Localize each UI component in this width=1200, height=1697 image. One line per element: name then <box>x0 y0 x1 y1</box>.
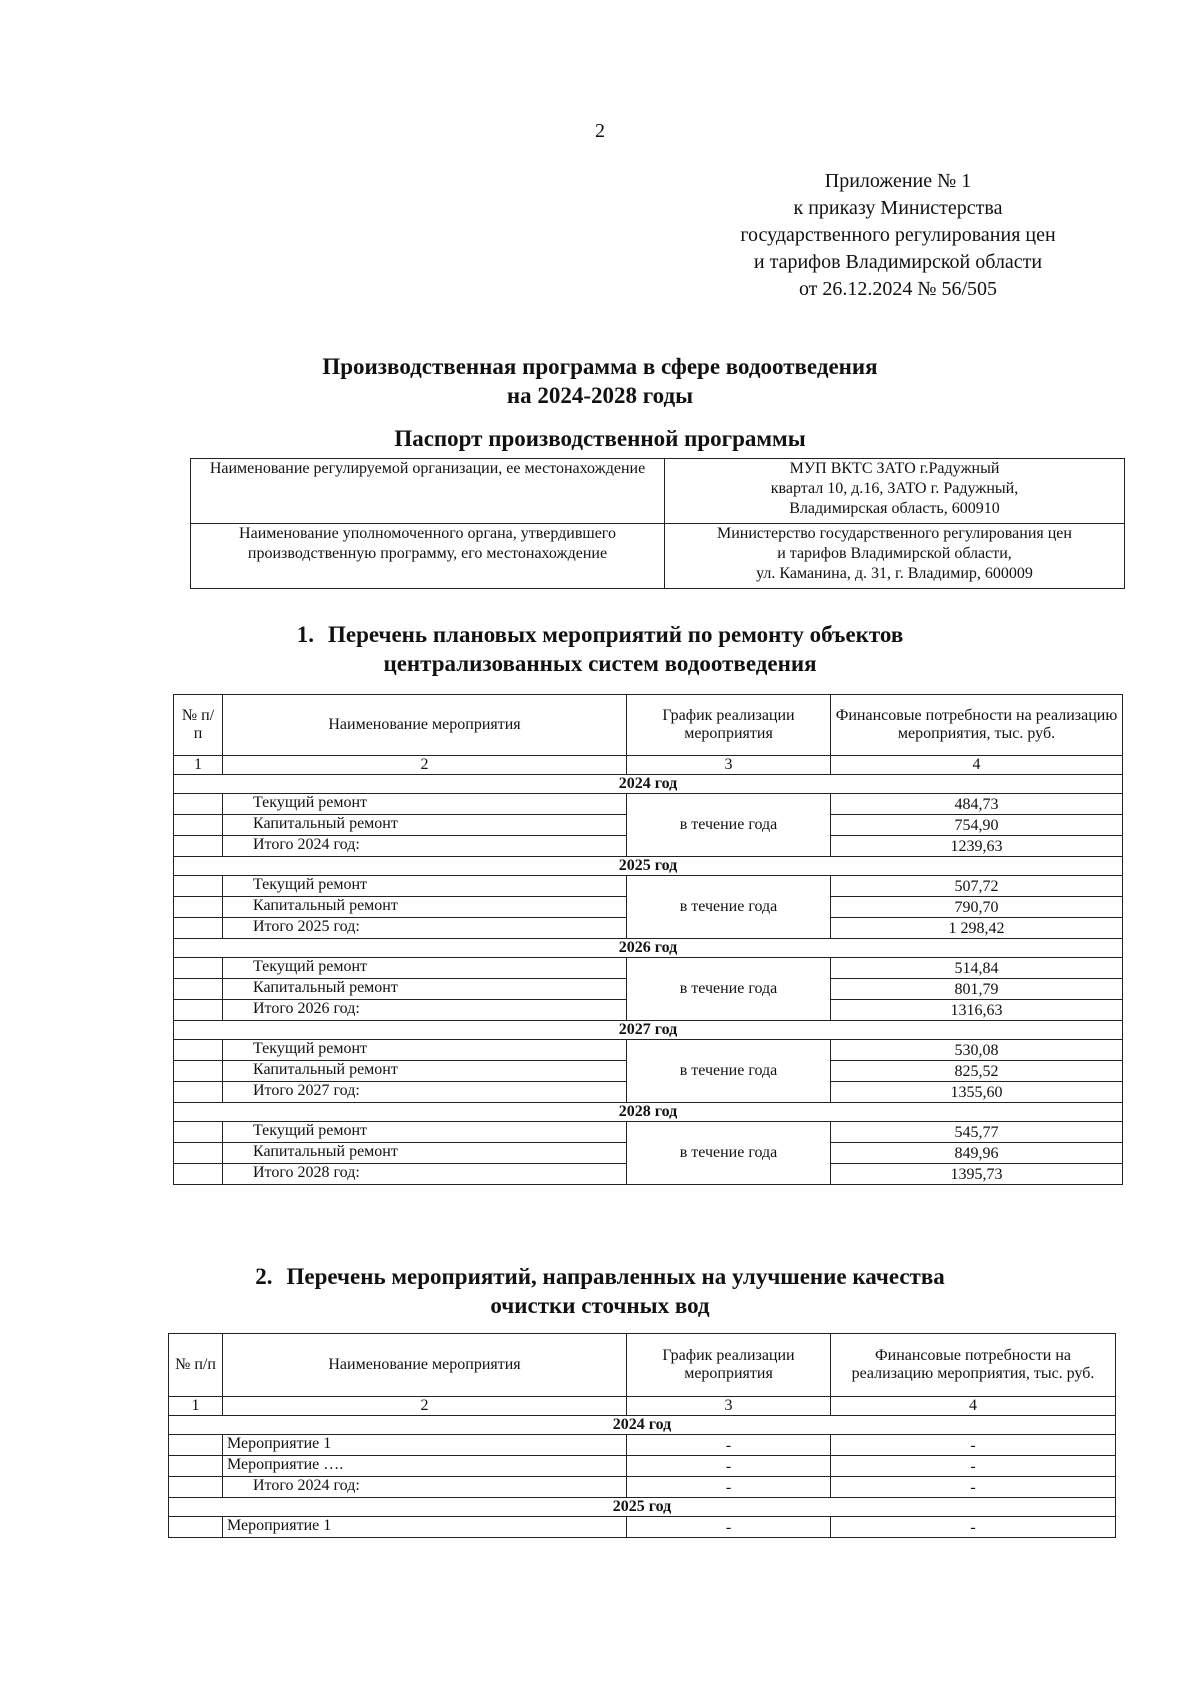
table-row <box>169 1456 1116 1477</box>
amount-cell: 530,08 <box>831 1040 1123 1061</box>
passport-value-line: ул. Каманина, д. 31, г. Владимир, 600009 <box>756 565 1033 582</box>
year-label: 2024 год <box>169 1416 1116 1435</box>
passport-row <box>191 459 1125 524</box>
passport-table <box>190 458 1125 589</box>
header-cell: № п/п <box>174 695 223 756</box>
amount-cell: 1316,63 <box>831 1000 1123 1021</box>
column-number: 1 <box>169 1397 223 1416</box>
year-row <box>169 1498 1116 1517</box>
title-line: на 2024-2028 годы <box>506 383 694 408</box>
header-cell: График реализации мероприятия <box>627 695 831 756</box>
item-name: Капитальный ремонт <box>223 979 627 1000</box>
year-label: 2025 год <box>174 857 1123 876</box>
table-row <box>174 958 1123 979</box>
item-name: Итого 2024 год: <box>223 836 627 857</box>
item-name: Мероприятие 1 <box>223 1435 627 1456</box>
item-name: Текущий ремонт <box>223 958 627 979</box>
item-name: Текущий ремонт <box>223 1122 627 1143</box>
amount-cell: 507,72 <box>831 876 1123 897</box>
amount-cell: 545,77 <box>831 1122 1123 1143</box>
passport-row <box>191 524 1125 589</box>
schedule-cell: в течение года <box>627 876 831 939</box>
item-name: Текущий ремонт <box>223 794 627 815</box>
amount-cell: 1 298,42 <box>831 918 1123 939</box>
table-header-row <box>169 1334 1116 1397</box>
item-name: Текущий ремонт <box>223 1040 627 1061</box>
passport-value-line: МУП ВКТС ЗАТО г.Радужный <box>789 460 1000 477</box>
year-row <box>174 857 1123 876</box>
section-number: 1. <box>296 622 314 647</box>
header-cell: График реализации мероприятия <box>627 1334 831 1397</box>
amount-cell: 1355,60 <box>831 1082 1123 1103</box>
amount-cell: 514,84 <box>831 958 1123 979</box>
table-row <box>174 794 1123 815</box>
schedule-cell: в течение года <box>627 958 831 1021</box>
appendix-block <box>708 168 1088 303</box>
item-name: Капитальный ремонт <box>223 897 627 918</box>
schedule-cell: - <box>627 1456 831 1477</box>
item-name: Капитальный ремонт <box>223 1061 627 1082</box>
header-cell: Финансовые потребности на реализацию мероприятия, тыс. руб. <box>831 1334 1116 1397</box>
passport-label: Наименование уполномоченного органа, утвердившего производственную программу, его местонахождение <box>191 524 665 589</box>
year-row <box>174 1021 1123 1040</box>
section-title-line: очистки сточных вод <box>490 1293 710 1318</box>
amount-cell: 754,90 <box>831 815 1123 836</box>
passport-value-line: Министерство государственного регулирования цен <box>717 525 1072 542</box>
item-name: Итого 2027 год: <box>223 1082 627 1103</box>
table-row <box>174 1122 1123 1143</box>
section-title-line: централизованных систем водоотведения <box>383 651 817 676</box>
column-number: 3 <box>627 1397 831 1416</box>
column-number: 4 <box>831 1397 1116 1416</box>
amount-cell: - <box>831 1456 1116 1477</box>
amount-cell: - <box>831 1517 1116 1538</box>
column-number: 2 <box>223 1397 627 1416</box>
section-title-line: Перечень мероприятий, направленных на улучшение качества <box>286 1264 945 1289</box>
appendix-line: Приложение № 1 <box>824 170 972 192</box>
repair-table <box>173 694 1123 1185</box>
section2-heading <box>0 1262 1200 1320</box>
quality-table <box>168 1333 1116 1538</box>
schedule-cell: - <box>627 1435 831 1456</box>
amount-cell: - <box>831 1477 1116 1498</box>
year-row <box>174 775 1123 794</box>
passport-value <box>665 459 1125 524</box>
passport-value <box>665 524 1125 589</box>
appendix-line: от 26.12.2024 № 56/505 <box>798 278 998 300</box>
item-name: Капитальный ремонт <box>223 1143 627 1164</box>
appendix-line: и тарифов Владимирской области <box>753 251 1043 273</box>
schedule-cell: в течение года <box>627 794 831 857</box>
passport-value-line: и тарифов Владимирской области, <box>777 545 1012 562</box>
table-row <box>174 876 1123 897</box>
amount-cell: 484,73 <box>831 794 1123 815</box>
amount-cell: 1395,73 <box>831 1164 1123 1185</box>
page-number: 2 <box>595 120 605 142</box>
column-number: 2 <box>223 756 627 775</box>
item-name: Капитальный ремонт <box>223 815 627 836</box>
year-row <box>169 1416 1116 1435</box>
year-label: 2028 год <box>174 1103 1123 1122</box>
header-cell: Финансовые потребности на реализацию мероприятия, тыс. руб. <box>831 695 1123 756</box>
title-line: Производственная программа в сфере водоотведения <box>322 354 878 379</box>
amount-cell: 801,79 <box>831 979 1123 1000</box>
header-cell: Наименование мероприятия <box>223 1334 627 1397</box>
schedule-cell: в течение года <box>627 1122 831 1185</box>
table-row <box>169 1477 1116 1498</box>
year-label: 2027 год <box>174 1021 1123 1040</box>
column-number-row <box>169 1397 1116 1416</box>
item-name: Итого 2025 год: <box>223 918 627 939</box>
table-header-row <box>174 695 1123 756</box>
passport-label: Наименование регулируемой организации, ее местонахождение <box>191 459 665 524</box>
header-cell: Наименование мероприятия <box>223 695 627 756</box>
appendix-line: государственного регулирования цен <box>740 224 1056 246</box>
year-label: 2024 год <box>174 775 1123 794</box>
section1-heading <box>0 620 1200 678</box>
amount-cell: 1239,63 <box>831 836 1123 857</box>
item-name: Мероприятие …. <box>223 1456 627 1477</box>
passport-value-line: квартал 10, д.16, ЗАТО г. Радужный, <box>770 480 1019 497</box>
amount-cell: 825,52 <box>831 1061 1123 1082</box>
amount-cell: - <box>831 1435 1116 1456</box>
passport-title: Паспорт производственной программы <box>394 426 806 451</box>
year-row <box>174 1103 1123 1122</box>
year-label: 2025 год <box>169 1498 1116 1517</box>
passport-value-line: Владимирская область, 600910 <box>789 500 1000 517</box>
item-name: Итого 2028 год: <box>223 1164 627 1185</box>
year-label: 2026 год <box>174 939 1123 958</box>
item-name: Итого 2024 год: <box>223 1477 627 1498</box>
schedule-cell: - <box>627 1517 831 1538</box>
column-number-row <box>174 756 1123 775</box>
amount-cell: 849,96 <box>831 1143 1123 1164</box>
document-title <box>0 352 1200 410</box>
schedule-cell: - <box>627 1477 831 1498</box>
amount-cell: 790,70 <box>831 897 1123 918</box>
table-row <box>169 1435 1116 1456</box>
table-row <box>174 1040 1123 1061</box>
section-title-line: Перечень плановых мероприятий по ремонту объектов <box>327 622 904 647</box>
header-cell: № п/п <box>169 1334 223 1397</box>
column-number: 3 <box>627 756 831 775</box>
section-number: 2. <box>255 1264 273 1289</box>
item-name: Мероприятие 1 <box>223 1517 627 1538</box>
column-number: 4 <box>831 756 1123 775</box>
schedule-cell: в течение года <box>627 1040 831 1103</box>
year-row <box>174 939 1123 958</box>
item-name: Итого 2026 год: <box>223 1000 627 1021</box>
appendix-line: к приказу Министерства <box>793 197 1003 219</box>
item-name: Текущий ремонт <box>223 876 627 897</box>
table-row <box>169 1517 1116 1538</box>
column-number: 1 <box>174 756 223 775</box>
